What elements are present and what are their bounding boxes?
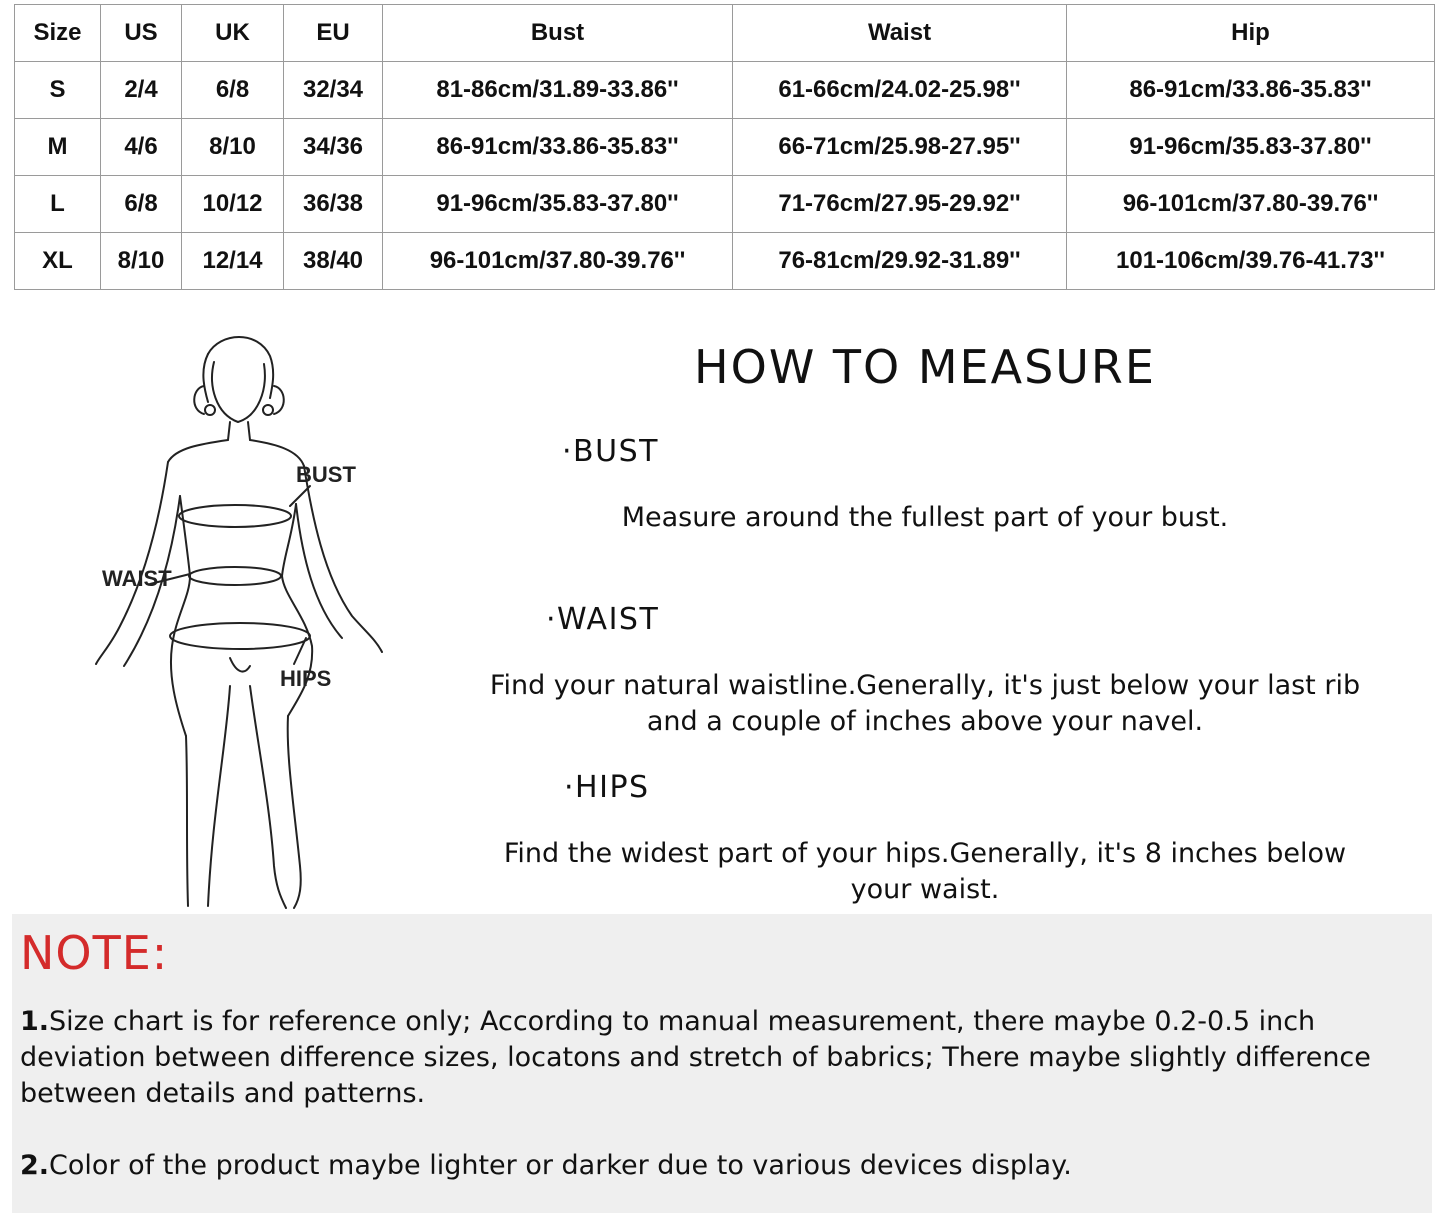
header-bust: Bust: [383, 5, 733, 62]
waist-instruction-line2: and a couple of inches above your navel.: [646, 706, 1204, 737]
table-header-row: [15, 5, 1435, 62]
bust-instruction: Measure around the fullest part of your bust.: [621, 502, 1229, 533]
cell-uk: 8/10: [182, 119, 284, 176]
table-row: [15, 233, 1435, 290]
woman-silhouette-illustration: [80, 326, 410, 916]
table-row: [15, 119, 1435, 176]
cell-us: 2/4: [101, 62, 182, 119]
cell-eu: 34/36: [284, 119, 383, 176]
cell-uk: 10/12: [182, 176, 284, 233]
cell-waist: 61-66cm/24.02-25.98'': [733, 62, 1067, 119]
cell-bust: 96-101cm/37.80-39.76'': [383, 233, 733, 290]
note-title: NOTE:: [20, 926, 169, 980]
cell-uk: 12/14: [182, 233, 284, 290]
cell-waist: 66-71cm/25.98-27.95'': [733, 119, 1067, 176]
cell-uk: 6/8: [182, 62, 284, 119]
bust-heading: ·BUST: [562, 434, 659, 469]
note-item-2-text: Color of the product maybe lighter or darker due to various devices display.: [49, 1150, 1072, 1181]
cell-waist: 76-81cm/29.92-31.89'': [733, 233, 1067, 290]
cell-us: 6/8: [101, 176, 182, 233]
note-item-2-number: 2.: [20, 1150, 50, 1181]
body-measurement-figure: [80, 326, 410, 916]
header-size: Size: [15, 5, 101, 62]
waist-instruction-line1: Find your natural waistline.Generally, it's just below your last rib: [489, 670, 1361, 701]
hips-instruction-line2: your waist.: [850, 874, 1000, 905]
table-row: [15, 62, 1435, 119]
cell-eu: 36/38: [284, 176, 383, 233]
note-panel: [12, 914, 1432, 1213]
cell-hip: 91-96cm/35.83-37.80'': [1067, 119, 1435, 176]
bust-label: BUST: [296, 462, 356, 487]
how-to-measure-title: HOW TO MEASURE: [694, 340, 1156, 394]
cell-bust: 86-91cm/33.86-35.83'': [383, 119, 733, 176]
cell-bust: 81-86cm/31.89-33.86'': [383, 62, 733, 119]
header-us: US: [101, 5, 182, 62]
cell-size: M: [15, 119, 101, 176]
note-item-1-line3: between details and patterns.: [20, 1078, 426, 1109]
cell-eu: 38/40: [284, 233, 383, 290]
cell-hip: 96-101cm/37.80-39.76'': [1067, 176, 1435, 233]
cell-hip: 101-106cm/39.76-41.73'': [1067, 233, 1435, 290]
cell-bust: 91-96cm/35.83-37.80'': [383, 176, 733, 233]
cell-size: L: [15, 176, 101, 233]
cell-waist: 71-76cm/27.95-29.92'': [733, 176, 1067, 233]
cell-us: 4/6: [101, 119, 182, 176]
note-item-1-line1: [20, 1004, 1420, 1040]
waist-heading: ·WAIST: [546, 602, 660, 637]
header-uk: UK: [182, 5, 284, 62]
note-item-1-number: 1.: [20, 1006, 50, 1037]
hips-heading: ·HIPS: [564, 770, 650, 805]
note-item-1-text: Size chart is for reference only; According to manual measurement, there maybe 0.2-0.5 inch: [49, 1006, 1316, 1037]
header-eu: EU: [284, 5, 383, 62]
waist-label: WAIST: [102, 566, 172, 591]
header-waist: Waist: [733, 5, 1067, 62]
cell-eu: 32/34: [284, 62, 383, 119]
size-chart-table: [14, 4, 1435, 290]
note-item-1-line2: deviation between difference sizes, locatons and stretch of babrics; There maybe slightly difference: [20, 1042, 1371, 1073]
note-item-2: [20, 1148, 1420, 1184]
hips-label: HIPS: [280, 666, 332, 691]
cell-size: S: [15, 62, 101, 119]
hips-instruction-line1: Find the widest part of your hips.Generally, it's 8 inches below: [503, 838, 1347, 869]
cell-size: XL: [15, 233, 101, 290]
table-row: [15, 176, 1435, 233]
cell-hip: 86-91cm/33.86-35.83'': [1067, 62, 1435, 119]
cell-us: 8/10: [101, 233, 182, 290]
header-hip: Hip: [1067, 5, 1435, 62]
